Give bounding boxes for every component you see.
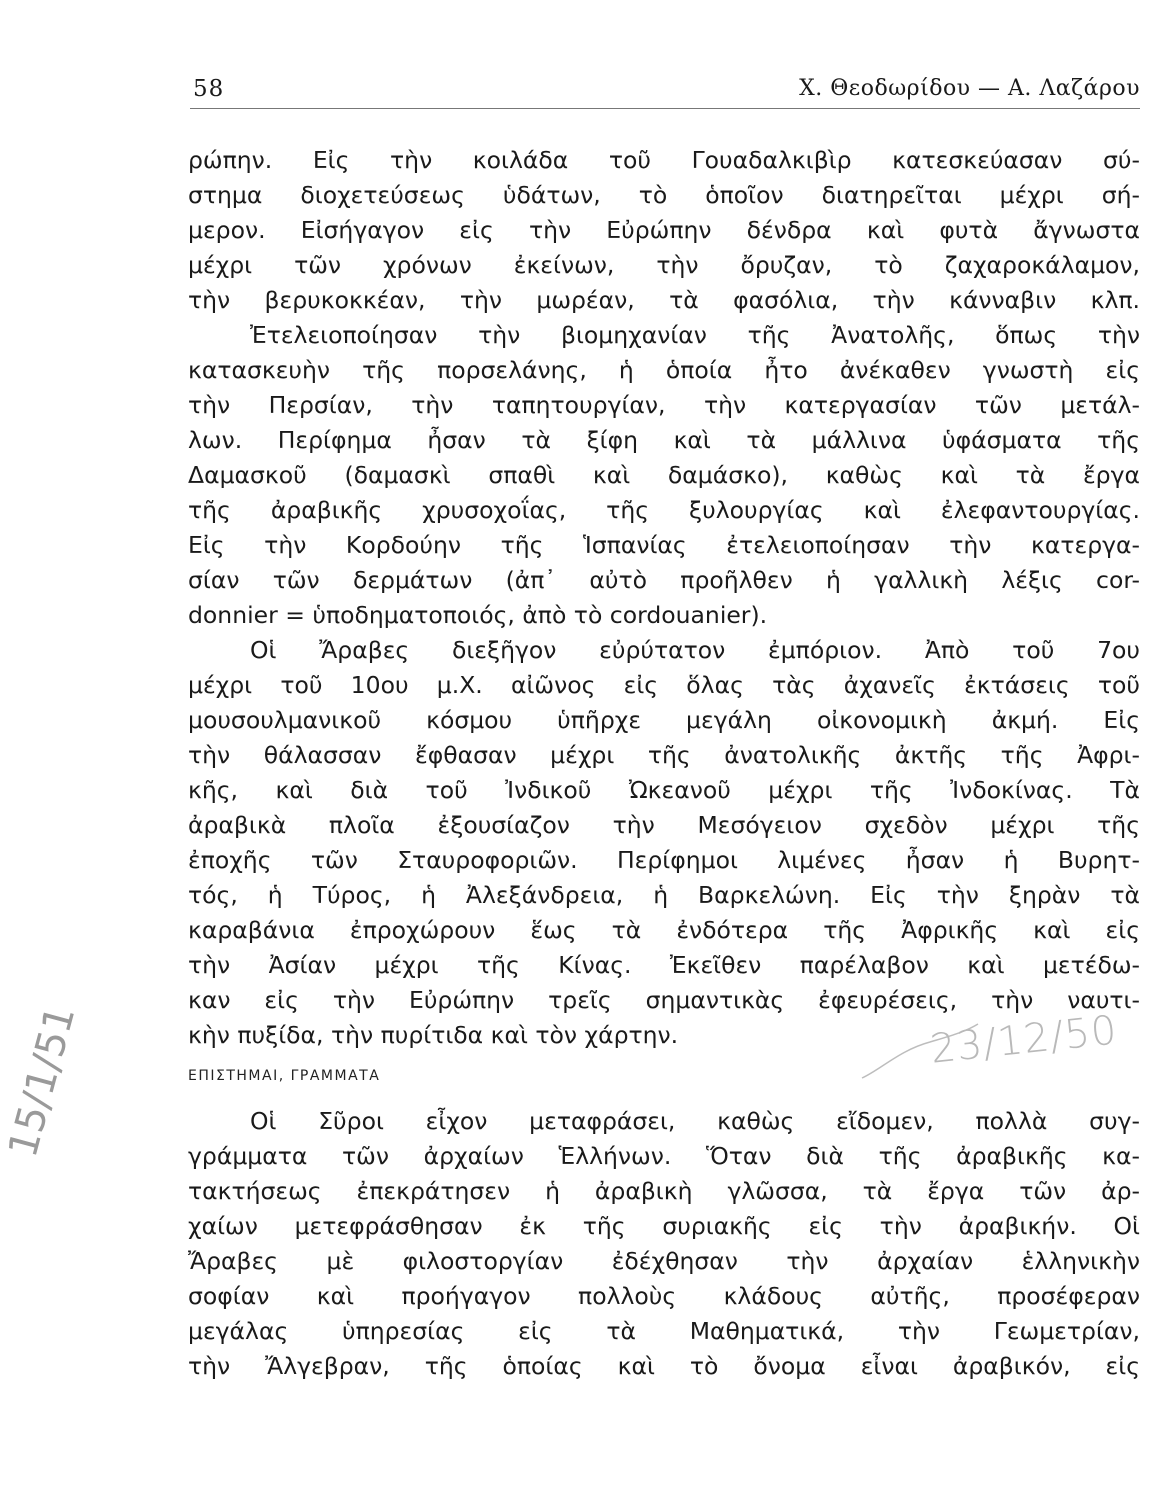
- text-line: μέχρι τῶν χρόνων ἐκείνων, τὴν ὄρυζαν, τὸ ζαχαροκάλαμον,: [188, 251, 1140, 279]
- section-heading: ΕΠΙΣΤΗΜΑΙ, ΓΡΑΜΜΑΤΑ: [188, 1068, 381, 1084]
- text-line: Εἰς τὴν Κορδούην τῆς Ἱσπανίας ἐτελειοποίησαν τὴν κατεργα-: [188, 531, 1140, 559]
- text-line: τὴν Ἀσίαν μέχρι τῆς Κίνας. Ἐκεῖθεν παρέλαβον καὶ μετέδω-: [188, 951, 1140, 979]
- text-line: καν εἰς τὴν Εὐρώπην τρεῖς σημαντικὰς ἐφευρέσεις, τὴν ναυτι-: [188, 986, 1140, 1014]
- text-line: γράμματα τῶν ἀρχαίων Ἑλλήνων. Ὅταν διὰ τῆς ἀραβικῆς κα-: [188, 1142, 1140, 1170]
- text-line: κῆς, καὶ διὰ τοῦ Ἰνδικοῦ Ὠκεανοῦ μέχρι τῆς Ἰνδοκίνας. Τὰ: [188, 776, 1140, 804]
- text-line: λων. Περίφημα ἦσαν τὰ ξίφη καὶ τὰ μάλλινα ὑφάσματα τῆς: [188, 426, 1140, 454]
- text-line: μουσουλμανικοῦ κόσμου ὑπῆρχε μεγάλη οἰκονομικὴ ἀκμή. Εἰς: [188, 706, 1140, 734]
- text-line: μέχρι τοῦ 10ου μ.Χ. αἰῶνος εἰς ὅλας τὰς ἀχανεῖς ἐκτάσεις τοῦ: [188, 671, 1140, 699]
- text-line: τός, ἡ Τύρος, ἡ Ἀλεξάνδρεια, ἡ Βαρκελώνη. Εἰς τὴν ξηρὰν τὰ: [188, 881, 1140, 909]
- text-line: τὴν θάλασσαν ἔφθασαν μέχρι τῆς ἀνατολικῆς ἀκτῆς τῆς Ἀφρι-: [188, 741, 1140, 769]
- paragraph-block-sciences: [188, 1104, 1140, 1384]
- text-line: Δαμασκοῦ (δαμασκὶ σπαθὶ καὶ δαμάσκο), καθὼς καὶ τὰ ἔργα: [188, 461, 1140, 489]
- text-line: μερον. Εἰσήγαγον εἰς τὴν Εὐρώπην δένδρα καὶ φυτὰ ἄγνωστα: [188, 216, 1140, 244]
- text-line: κὴν πυξίδα, τὴν πυρίτιδα καὶ τὸν χάρτην.: [188, 1021, 679, 1049]
- margin-handwritten-note: 15/1/51: [0, 1001, 85, 1162]
- text-line: Ἐτελειοποίησαν τὴν βιομηχανίαν τῆς Ἀνατολῆς, ὅπως τὴν: [250, 321, 1140, 349]
- text-line: μεγάλας ὑπηρεσίας εἰς τὰ Μαθηματικά, τὴν Γεωμετρίαν,: [188, 1317, 1140, 1345]
- text-line: τὴν Περσίαν, τὴν ταπητουργίαν, τὴν κατεργασίαν τῶν μετάλ-: [188, 391, 1140, 419]
- text-line: καραβάνια ἐπροχώρουν ἕως τὰ ἐνδότερα τῆς Ἀφρικῆς καὶ εἰς: [188, 916, 1140, 944]
- text-line: σίαν τῶν δερμάτων (ἀπ᾿ αὐτὸ προῆλθεν ἡ γαλλικὴ λέξις cor-: [188, 566, 1140, 594]
- header-authors: Χ. Θεοδωρίδου — Α. Λαζάρου: [799, 76, 1140, 101]
- page-number: 58: [193, 76, 225, 102]
- paragraph-block-trade-industry: [188, 143, 1140, 1053]
- text-line: σοφίαν καὶ προήγαγον πολλοὺς κλάδους αὐτῆς, προσέφεραν: [188, 1282, 1140, 1310]
- pencil-date-annotation: 23/12/50: [928, 1007, 1120, 1073]
- text-line: ἀραβικὰ πλοῖα ἐξουσίαζον τὴν Μεσόγειον σχεδὸν μέχρι τῆς: [188, 811, 1140, 839]
- text-line: Οἱ Σῦροι εἶχον μεταφράσει, καθὼς εἴδομεν, πολλὰ συγ-: [250, 1107, 1140, 1135]
- text-line: τὴν Ἄλγεβραν, τῆς ὁποίας καὶ τὸ ὄνομα εἶναι ἀραβικόν, εἰς: [188, 1352, 1140, 1380]
- text-line: τακτήσεως ἐπεκράτησεν ἡ ἀραβικὴ γλῶσσα, τὰ ἔργα τῶν ἀρ-: [188, 1177, 1140, 1205]
- text-line: ρώπην. Εἰς τὴν κοιλάδα τοῦ Γουαδαλκιβὶρ κατεσκεύασαν σύ-: [188, 146, 1140, 174]
- text-line: στημα διοχετεύσεως ὑδάτων, τὸ ὁποῖον διατηρεῖται μέχρι σή-: [188, 181, 1140, 209]
- text-line: Οἱ Ἄραβες διεξῆγον εὐρύτατον ἐμπόριον. Ἀπὸ τοῦ 7ου: [250, 636, 1140, 664]
- text-line: ἐποχῆς τῶν Σταυροφοριῶν. Περίφημοι λιμένες ἦσαν ἡ Βυρητ-: [188, 846, 1140, 874]
- text-line: τὴν βερυκοκκέαν, τὴν μωρέαν, τὰ φασόλια, τὴν κάνναβιν κλπ.: [188, 286, 1140, 314]
- running-header: [190, 74, 1140, 109]
- text-line: χαίων μετεφράσθησαν ἐκ τῆς συριακῆς εἰς τὴν ἀραβικήν. Οἱ: [188, 1212, 1140, 1240]
- text-line: κατασκευὴν τῆς πορσελάνης, ἡ ὁποία ἦτο ἀνέκαθεν γνωστὴ εἰς: [188, 356, 1140, 384]
- text-line: donnier = ὑποδηματοποιός, ἀπὸ τὸ cordouanier).: [188, 601, 768, 629]
- text-line: τῆς ἀραβικῆς χρυσοχοΐας, τῆς ξυλουργίας καὶ ἐλεφαντουργίας.: [188, 496, 1140, 524]
- text-line: Ἄραβες μὲ φιλοστοργίαν ἐδέχθησαν τὴν ἀρχαίαν ἑλληνικὴν: [188, 1247, 1140, 1275]
